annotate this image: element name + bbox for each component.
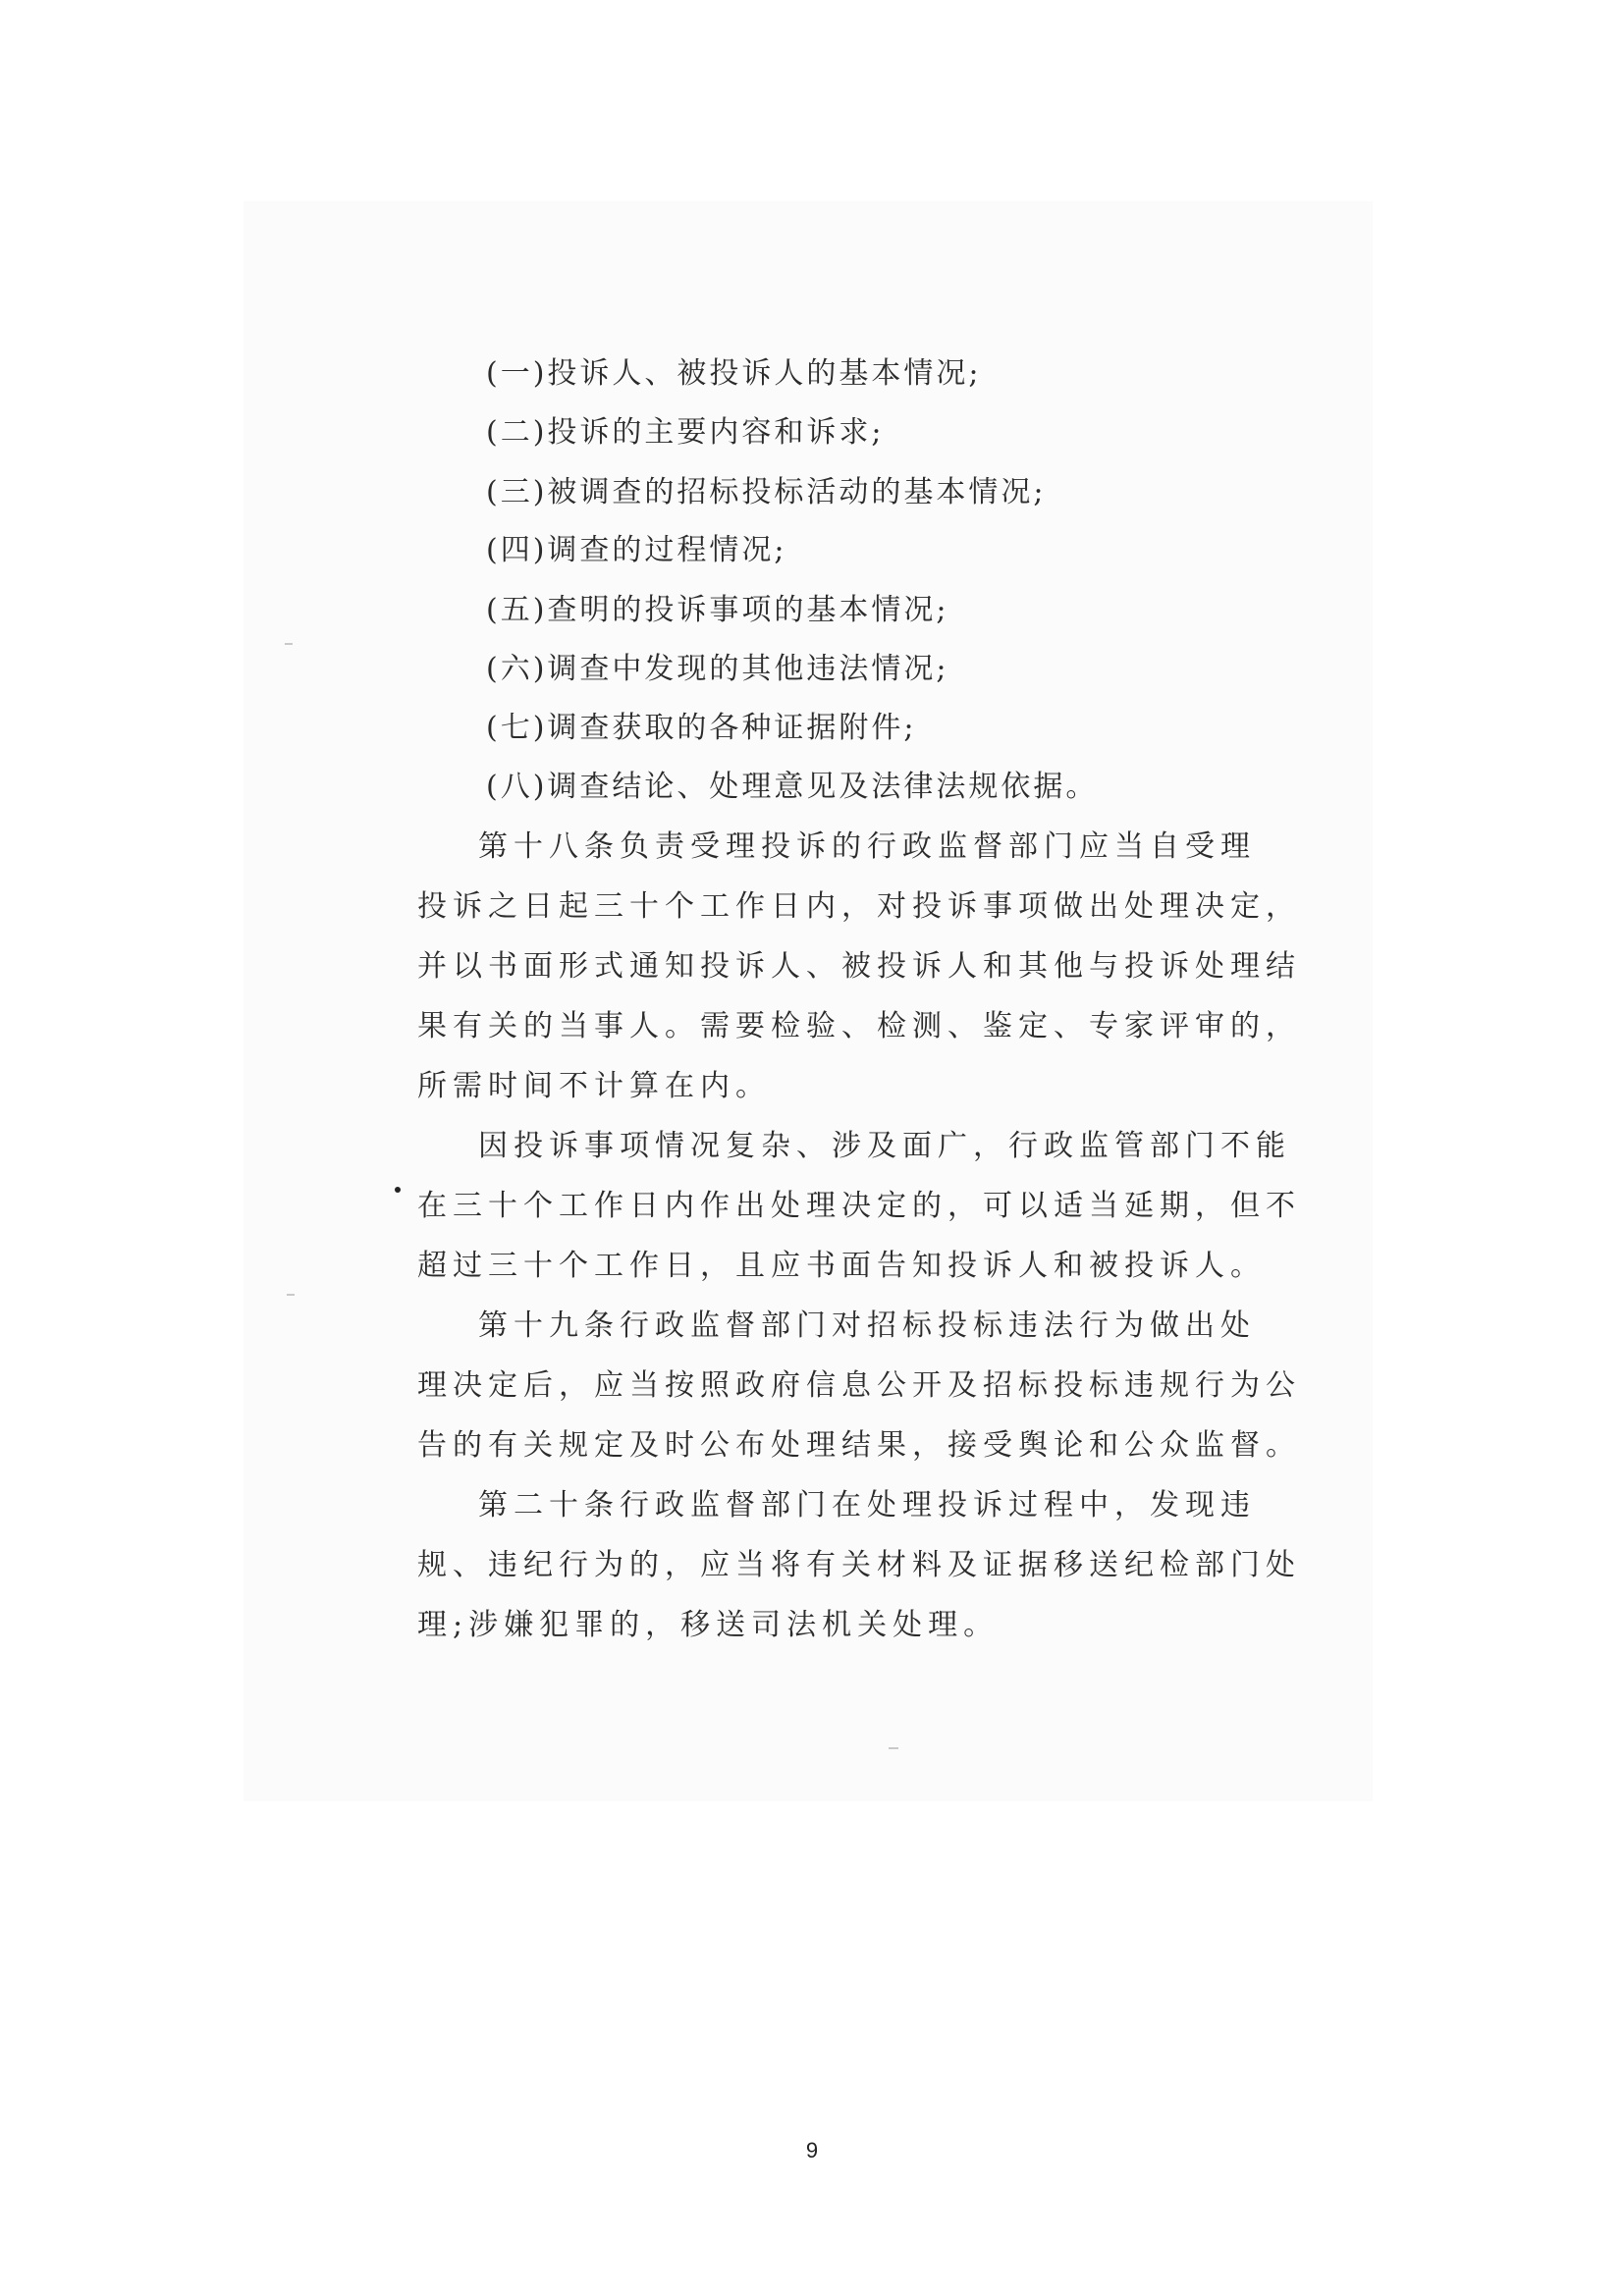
- paragraph-article-19: [417, 1296, 1301, 1475]
- list-item: (七)调查获取的各种证据附件;: [486, 711, 917, 745]
- page-number: 9: [805, 2138, 819, 2163]
- list-item: (六)调查中发现的其他违法情况;: [486, 652, 949, 686]
- paragraph-line: 理决定后，应当按照政府信息公开及招标投标违规行为公: [417, 1368, 1301, 1403]
- list-item: (一)投诉人、被投诉人的基本情况;: [486, 356, 982, 391]
- list-item: (五)查明的投诉事项的基本情况;: [486, 593, 949, 627]
- paragraph-line: 第十八条负责受理投诉的行政监督部门应当自受理: [478, 829, 1256, 864]
- list-item: (二)投诉的主要内容和诉求;: [486, 415, 885, 450]
- list-item: (三)被调查的招标投标活动的基本情况;: [486, 475, 1047, 509]
- paragraph-line: 因投诉事项情况复杂、涉及面广，行政监管部门不能: [478, 1129, 1291, 1163]
- paragraph-line: 投诉之日起三十个工作日内，对投诉事项做出处理决定，: [417, 889, 1301, 924]
- paragraph-line: 在三十个工作日内作出处理决定的，可以适当延期，但不: [417, 1189, 1301, 1223]
- paragraph-line: 第二十条行政监督部门在处理投诉过程中，发现违: [478, 1488, 1256, 1522]
- paragraph-article-18: [417, 817, 1301, 1116]
- scan-speck: [395, 1187, 401, 1193]
- paragraph-line: 果有关的当事人。需要检验、检测、鉴定、专家评审的，: [417, 1009, 1301, 1043]
- paragraph-line: 第十九条行政监督部门对招标投标违法行为做出处: [478, 1308, 1256, 1343]
- scan-mark: [285, 643, 293, 645]
- paragraph-line: 告的有关规定及时公布处理结果，接受舆论和公众监督。: [417, 1428, 1301, 1463]
- paragraph-line: 所需时间不计算在内。: [417, 1069, 771, 1103]
- scan-mark: [889, 1747, 898, 1749]
- paragraph-line: 超过三十个工作日，且应书面告知投诉人和被投诉人。: [417, 1249, 1266, 1283]
- scan-mark: [287, 1294, 295, 1296]
- paragraph-article-20: [417, 1475, 1301, 1655]
- paragraph-line: 并以书面形式通知投诉人、被投诉人和其他与投诉处理结: [417, 949, 1301, 984]
- paragraph-extension: [417, 1116, 1301, 1296]
- list-item: (八)调查结论、处理意见及法律法规依据。: [486, 770, 1099, 804]
- paragraph-line: 规、违纪行为的，应当将有关材料及证据移送纪检部门处: [417, 1548, 1301, 1582]
- list-item: (四)调查的过程情况;: [486, 533, 787, 567]
- paragraph-line: 理;涉嫌犯罪的，移送司法机关处理。: [417, 1608, 1000, 1642]
